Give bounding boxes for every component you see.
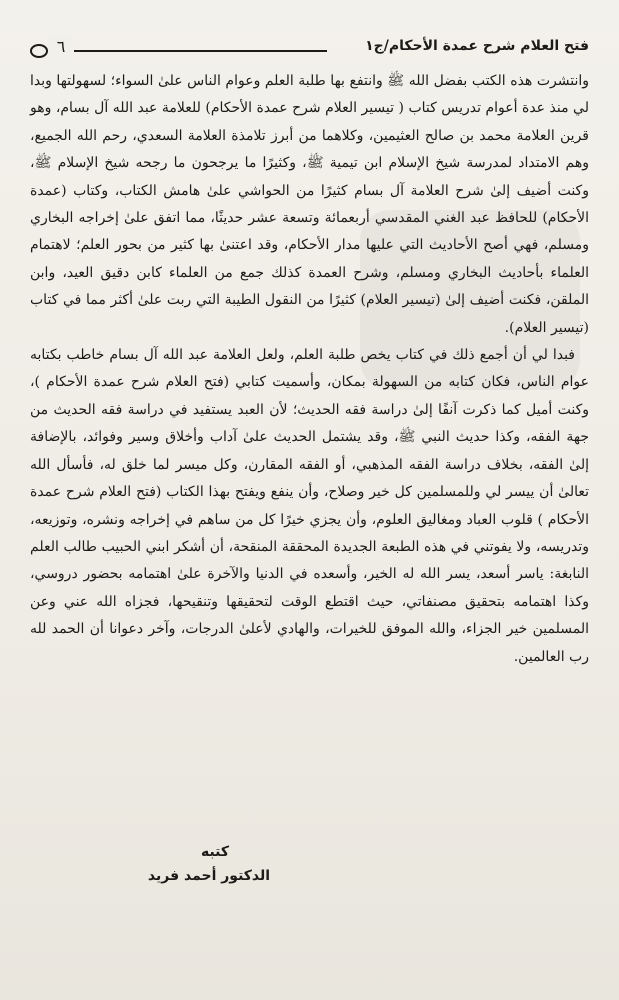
signature-label: كتبه: [200, 844, 230, 860]
page-number: ٦: [48, 35, 74, 59]
header-rule: [74, 50, 327, 52]
body-text: [30, 68, 589, 671]
signature-name: الدكتور أحمد فريد: [147, 868, 271, 884]
running-title: فتح العلام شرح عمدة الأحكام/ج١: [365, 38, 589, 54]
page-header: [30, 34, 589, 64]
header-ornament-icon: [30, 44, 48, 58]
paragraph-2: فبدا لي أن أجمع ذلك في كتاب يخص طلبة العلم، ولعل العلامة عبد الله آل بسام خاطب بكتابه عوام الناس، فكان كتابه من السهولة بمكان، وأسميت كتابي (فتح العلام شرح عمدة الأحكام )، وكنت أميل كما ذكرت آنفًا إلىٰ دراسة فقه الحديث؛ لأن العبد يستفيد في دراسة فقه الحديث من جهة الفقه، وكذا حديث النبي ﷺ، وقد يشتمل الحديث علىٰ آداب وأخلاق وسير وفوائد، بالإضافة إلىٰ الفقه، بخلاف دراسة الفقه المذهبي، أو الفقه المقارن، وكل ميسر لما خلق له، فأسأل الله تعالىٰ أن ييسر لي وللمسلمين كل خير وصلاح، وأن ينفع ويفتح بهذا الكتاب (فتح العلام شرح عمدة الأحكام ) قلوب العباد ومغاليق العلوم، وأن يجزي خيرًا كل من ساهم في إخراجه ونشره، وتوزيعه، وتدريسه، ولا يفوتني في هذه الطبعة الجديدة المحققة المنقحة، أن أشكر ابني الحبيب طالب العلم النابغة: ياسر أسعد، يسر الله له الخير، وأسعده في الدنيا والآخرة علىٰ اهتمامه بحضور دروسي، وكذا اهتمامه بتحقيق مصنفاتي، حيث اقتطع الوقت لتحقيقها وتنقيحها، فجزاه الله عني وعن المسلمين خير الجزاء، والله الموفق للخيرات، والهادي لأعلىٰ الدرجات، وآخر دعوانا أن الحمد لله رب العالمين.: [30, 347, 589, 665]
paragraph-1: وانتشرت هذه الكتب بفضل الله ﷺ وانتفع بها طلبة العلم وعوام الناس علىٰ السواء؛ لسهولتها وبدا لي منذ عدة أعوام تدريس كتاب ( تيسير العلام شرح عمدة الأحكام) للعلامة عبد الله آل بسام، وهو قرين العلامة محمد بن صالح العثيمين، وكلاهما من أبرز تلامذة العلامة السعدي، رحم الله الجميع، وهم الامتداد لمدرسة شيخ الإسلام ابن تيمية ﷺ، وكثيرًا ما يرجحون ما رجحه شيخ الإسلام ﷺ، وكنت أضيف إلىٰ شرح العلامة آل بسام كثيرًا من الحواشي علىٰ هامش الكتاب، وكتاب (عمدة الأحكام) للحافظ عبد الغني المقدسي أربعمائة وتسعة عشر حديثًا، مما اتفق علىٰ إخراجه البخاري ومسلم، فهي أصح الأحاديث التي عليها مدار الأحكام، وقد اعتنىٰ بها كثير من بحور العلم؛ لاهتمام العلماء بأحاديث البخاري ومسلم، وشرح العمدة كذلك جمع من العلماء كابن دقيق العيد، وابن الملقن، فكنت أضيف إلىٰ (تيسير العلام) كثيرًا من النقول الطيبة التي ربت علىٰ أكثر مما في كتاب (تيسير العلام).: [30, 73, 589, 336]
